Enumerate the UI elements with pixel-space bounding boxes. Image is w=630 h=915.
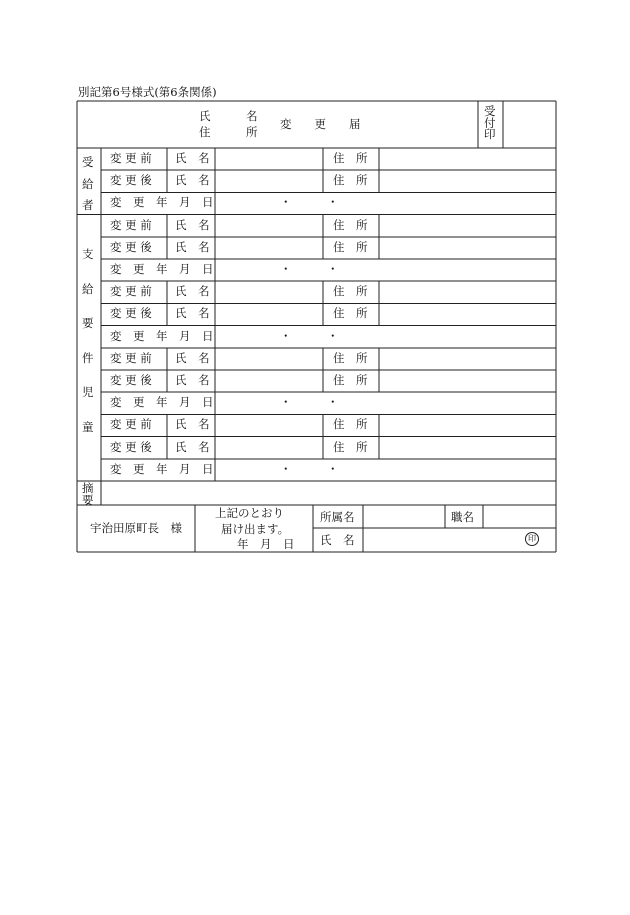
date-separator: ・ [327, 395, 339, 410]
statement-line-1: 上記のとおり [215, 506, 284, 520]
address-label: 住 所 [333, 417, 368, 432]
address-field[interactable] [379, 303, 556, 325]
reception-stamp-label: 受 付 印 [484, 104, 496, 141]
title-address-char-2: 所 [246, 125, 258, 139]
address-field[interactable] [379, 215, 556, 237]
name-label: 氏 名 [175, 284, 210, 299]
address-field[interactable] [379, 148, 556, 170]
change-date-field[interactable] [215, 326, 556, 348]
name-label: 氏 名 [175, 373, 210, 387]
row-label-after: 変 更 後 [110, 239, 152, 254]
change-date-label: 変 更 年 月 日 [110, 328, 214, 343]
address-field[interactable] [379, 281, 556, 303]
date-separator: ・ [327, 262, 339, 276]
date-separator: ・ [327, 328, 339, 343]
change-date-label: 変 更 年 月 日 [110, 195, 214, 210]
address-field[interactable] [379, 237, 556, 259]
name-label: 氏 名 [175, 439, 210, 454]
address-label: 住 所 [333, 439, 368, 454]
row-label-before: 変 更 前 [110, 217, 152, 232]
address-field[interactable] [379, 370, 556, 392]
name-field[interactable] [215, 348, 323, 370]
change-date-label: 変 更 年 月 日 [110, 461, 214, 476]
address-label: 住 所 [333, 151, 368, 165]
address-label: 住 所 [333, 306, 368, 321]
change-date-label: 変 更 年 月 日 [110, 395, 214, 410]
name-field[interactable] [215, 170, 323, 192]
change-date-field[interactable] [215, 192, 556, 214]
row-label-after: 変 更 後 [110, 173, 152, 188]
date-separator: ・ [280, 195, 292, 210]
change-date-field[interactable] [215, 392, 556, 414]
name-label: 氏 名 [175, 217, 210, 232]
position-label: 職名 [451, 510, 474, 524]
address-field[interactable] [379, 170, 556, 192]
row-label-before: 変 更 前 [110, 350, 152, 365]
applicant-name-label: 氏 名 [320, 533, 355, 547]
name-label: 氏 名 [175, 417, 210, 432]
name-label: 氏 名 [175, 306, 210, 321]
date-separator: ・ [280, 461, 292, 476]
name-label: 氏 名 [175, 173, 210, 188]
name-field[interactable] [215, 215, 323, 237]
date-separator: ・ [280, 328, 292, 343]
address-field[interactable] [379, 348, 556, 370]
date-separator: ・ [280, 262, 292, 276]
remarks-field[interactable] [101, 481, 556, 505]
address-label: 住 所 [333, 239, 368, 254]
address-label: 住 所 [333, 350, 368, 365]
change-date-label: 変 更 年 月 日 [110, 262, 214, 276]
address-field[interactable] [379, 437, 556, 459]
row-label-before: 変 更 前 [110, 417, 152, 432]
date-separator: ・ [327, 195, 339, 210]
statement-date: 年 月 日 [237, 537, 295, 551]
row-label-after: 変 更 後 [110, 306, 152, 321]
change-date-field[interactable] [215, 259, 556, 281]
date-separator: ・ [280, 395, 292, 410]
address-label: 住 所 [333, 284, 368, 299]
name-field[interactable] [215, 148, 323, 170]
row-label-before: 変 更 前 [110, 151, 152, 165]
address-label: 住 所 [333, 373, 368, 387]
title-name-char-1: 氏 [199, 109, 211, 123]
change-notification-form [77, 101, 556, 552]
form-title: 変 更 届 [280, 117, 361, 131]
child-group-label: 支 給 要 件 児 童 [82, 247, 94, 434]
position-field[interactable] [483, 505, 556, 528]
affiliation-field[interactable] [363, 505, 445, 528]
affiliation-label: 所属名 [320, 510, 355, 524]
remarks-label: 摘 要 [82, 481, 94, 507]
name-field[interactable] [215, 437, 323, 459]
title-name-char-2: 名 [246, 109, 258, 123]
address-field[interactable] [379, 414, 556, 436]
seal-mark: 印 [525, 532, 539, 546]
row-label-after: 変 更 後 [110, 373, 152, 387]
change-date-field[interactable] [215, 459, 556, 481]
address-label: 住 所 [333, 173, 368, 188]
name-field[interactable] [215, 414, 323, 436]
name-label: 氏 名 [175, 350, 210, 365]
form-number-label: 別記第6号様式(第6条関係) [78, 85, 217, 99]
name-field[interactable] [215, 237, 323, 259]
name-label: 氏 名 [175, 239, 210, 254]
name-label: 氏 名 [175, 151, 210, 165]
row-label-before: 変 更 前 [110, 284, 152, 299]
name-field[interactable] [215, 303, 323, 325]
name-field[interactable] [215, 370, 323, 392]
statement-line-2: 届け出ます。 [221, 522, 290, 536]
date-separator: ・ [327, 461, 339, 476]
title-address-char-1: 住 [199, 125, 211, 139]
name-field[interactable] [215, 281, 323, 303]
addressee: 宇治田原町長 様 [90, 521, 182, 535]
recipient-group-label: 受 給 者 [82, 155, 94, 212]
row-label-after: 変 更 後 [110, 439, 152, 454]
address-label: 住 所 [333, 217, 368, 232]
